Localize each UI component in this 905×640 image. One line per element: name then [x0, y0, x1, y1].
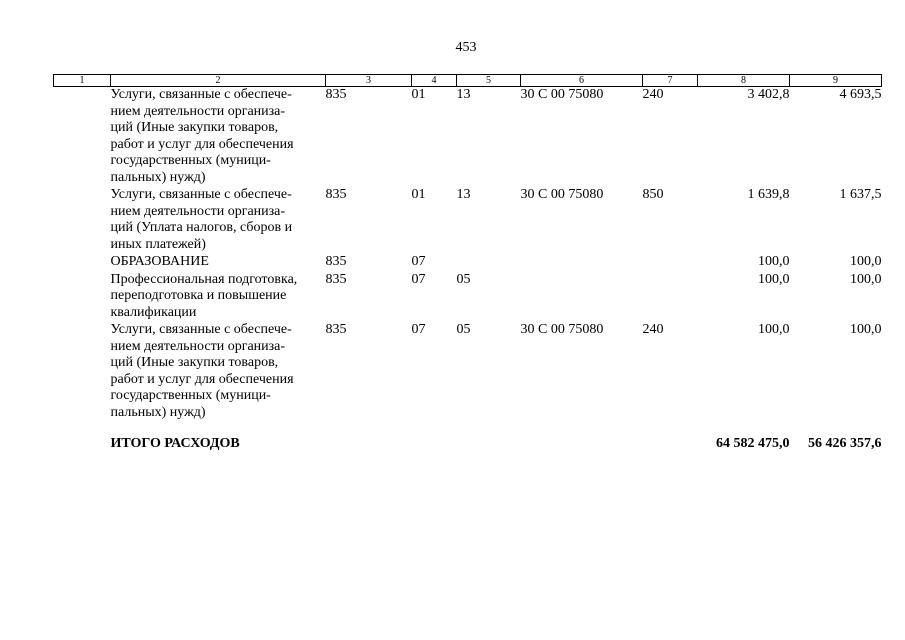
expense-type-code — [643, 254, 698, 272]
total-empty-col3 — [326, 422, 412, 453]
cell-col1 — [54, 254, 111, 272]
ministry-code: 835 — [325, 87, 347, 102]
table-row — [54, 187, 882, 254]
expenditure-table — [53, 74, 882, 453]
target-article-code: 30 С 00 75080 — [520, 187, 604, 202]
ministry-code: 835 — [325, 271, 347, 287]
amount-col8: 3 402,8 — [747, 87, 790, 102]
total-empty-col5 — [457, 422, 521, 453]
expense-name: Профессиональная подготовка, переподготовка и повышение квалификации — [110, 271, 298, 320]
section-code: 07 — [411, 271, 426, 287]
total-amount-col9: 56 426 357,6 — [808, 436, 882, 451]
table-row — [54, 322, 882, 422]
expense-name: ОБРАЗОВАНИЕ — [110, 254, 209, 269]
column-number-4: 4 — [412, 75, 457, 87]
column-number-3: 3 — [326, 75, 412, 87]
table-body — [54, 87, 882, 453]
subsection-code: 05 — [456, 271, 471, 287]
page-number: 453 — [455, 40, 477, 55]
expense-name: Услуги, связанные с обеспече- нием деятельности организа- ций (Иные закупки товаров, работ и услуг для обеспечения государственных (муници- пальных) нужд) — [110, 87, 294, 185]
table-row — [54, 272, 882, 323]
expense-type-code: 850 — [642, 187, 664, 202]
total-empty-col1 — [54, 422, 111, 453]
cell-col1 — [54, 87, 111, 188]
ministry-code: 835 — [325, 187, 347, 202]
total-label: ИТОГО РАСХОДОВ — [110, 436, 240, 451]
expense-name: Услуги, связанные с обеспече- нием деятельности организа- ций (Иные закупки товаров, работ и услуг для обеспечения государственных (муници- пальных) нужд) — [110, 322, 294, 420]
section-code: 01 — [411, 87, 426, 102]
subsection-code: 13 — [456, 187, 471, 202]
total-empty-col4 — [412, 422, 457, 453]
cell-col1 — [54, 272, 111, 323]
table-row — [54, 87, 882, 188]
amount-col9: 4 693,5 — [839, 87, 882, 102]
amount-col9: 100,0 — [850, 271, 882, 287]
section-code: 07 — [411, 322, 426, 337]
subsection-code: 05 — [456, 322, 471, 337]
expense-type-code — [643, 272, 698, 323]
amount-col9: 100,0 — [850, 254, 882, 269]
column-number-1: 1 — [54, 75, 111, 87]
amount-col8: 100,0 — [758, 322, 790, 337]
target-article-code: 30 С 00 75080 — [520, 322, 604, 337]
section-code: 01 — [411, 187, 426, 202]
column-number-8: 8 — [698, 75, 790, 87]
total-empty-col7 — [643, 422, 698, 453]
total-empty-col6 — [521, 422, 643, 453]
expense-type-code: 240 — [642, 322, 664, 337]
section-code: 07 — [411, 254, 426, 269]
amount-col8: 100,0 — [758, 271, 790, 287]
subsection-code: 13 — [456, 87, 471, 102]
amount-col9: 100,0 — [850, 322, 882, 337]
column-number-2: 2 — [111, 75, 326, 87]
amount-col8: 100,0 — [758, 254, 790, 269]
expense-name: Услуги, связанные с обеспече- нием деятельности организа- ций (Уплата налогов, сборов и иных платежей) — [110, 187, 293, 252]
ministry-code: 835 — [325, 322, 347, 337]
expense-type-code: 240 — [642, 87, 664, 102]
target-article-code: 30 С 00 75080 — [520, 87, 604, 102]
column-number-6: 6 — [521, 75, 643, 87]
amount-col8: 1 639,8 — [747, 187, 790, 202]
ministry-code: 835 — [325, 254, 347, 269]
amount-col9: 1 637,5 — [839, 187, 882, 202]
subsection-code — [457, 254, 521, 272]
target-article-code — [521, 254, 643, 272]
total-row — [54, 422, 882, 453]
table-row — [54, 254, 882, 272]
column-number-5: 5 — [457, 75, 521, 87]
column-number-header-row — [54, 75, 882, 87]
cell-col1 — [54, 322, 111, 422]
cell-col1 — [54, 187, 111, 254]
total-amount-col8: 64 582 475,0 — [716, 436, 790, 451]
target-article-code — [521, 272, 643, 323]
column-number-7: 7 — [643, 75, 698, 87]
column-number-9: 9 — [790, 75, 882, 87]
